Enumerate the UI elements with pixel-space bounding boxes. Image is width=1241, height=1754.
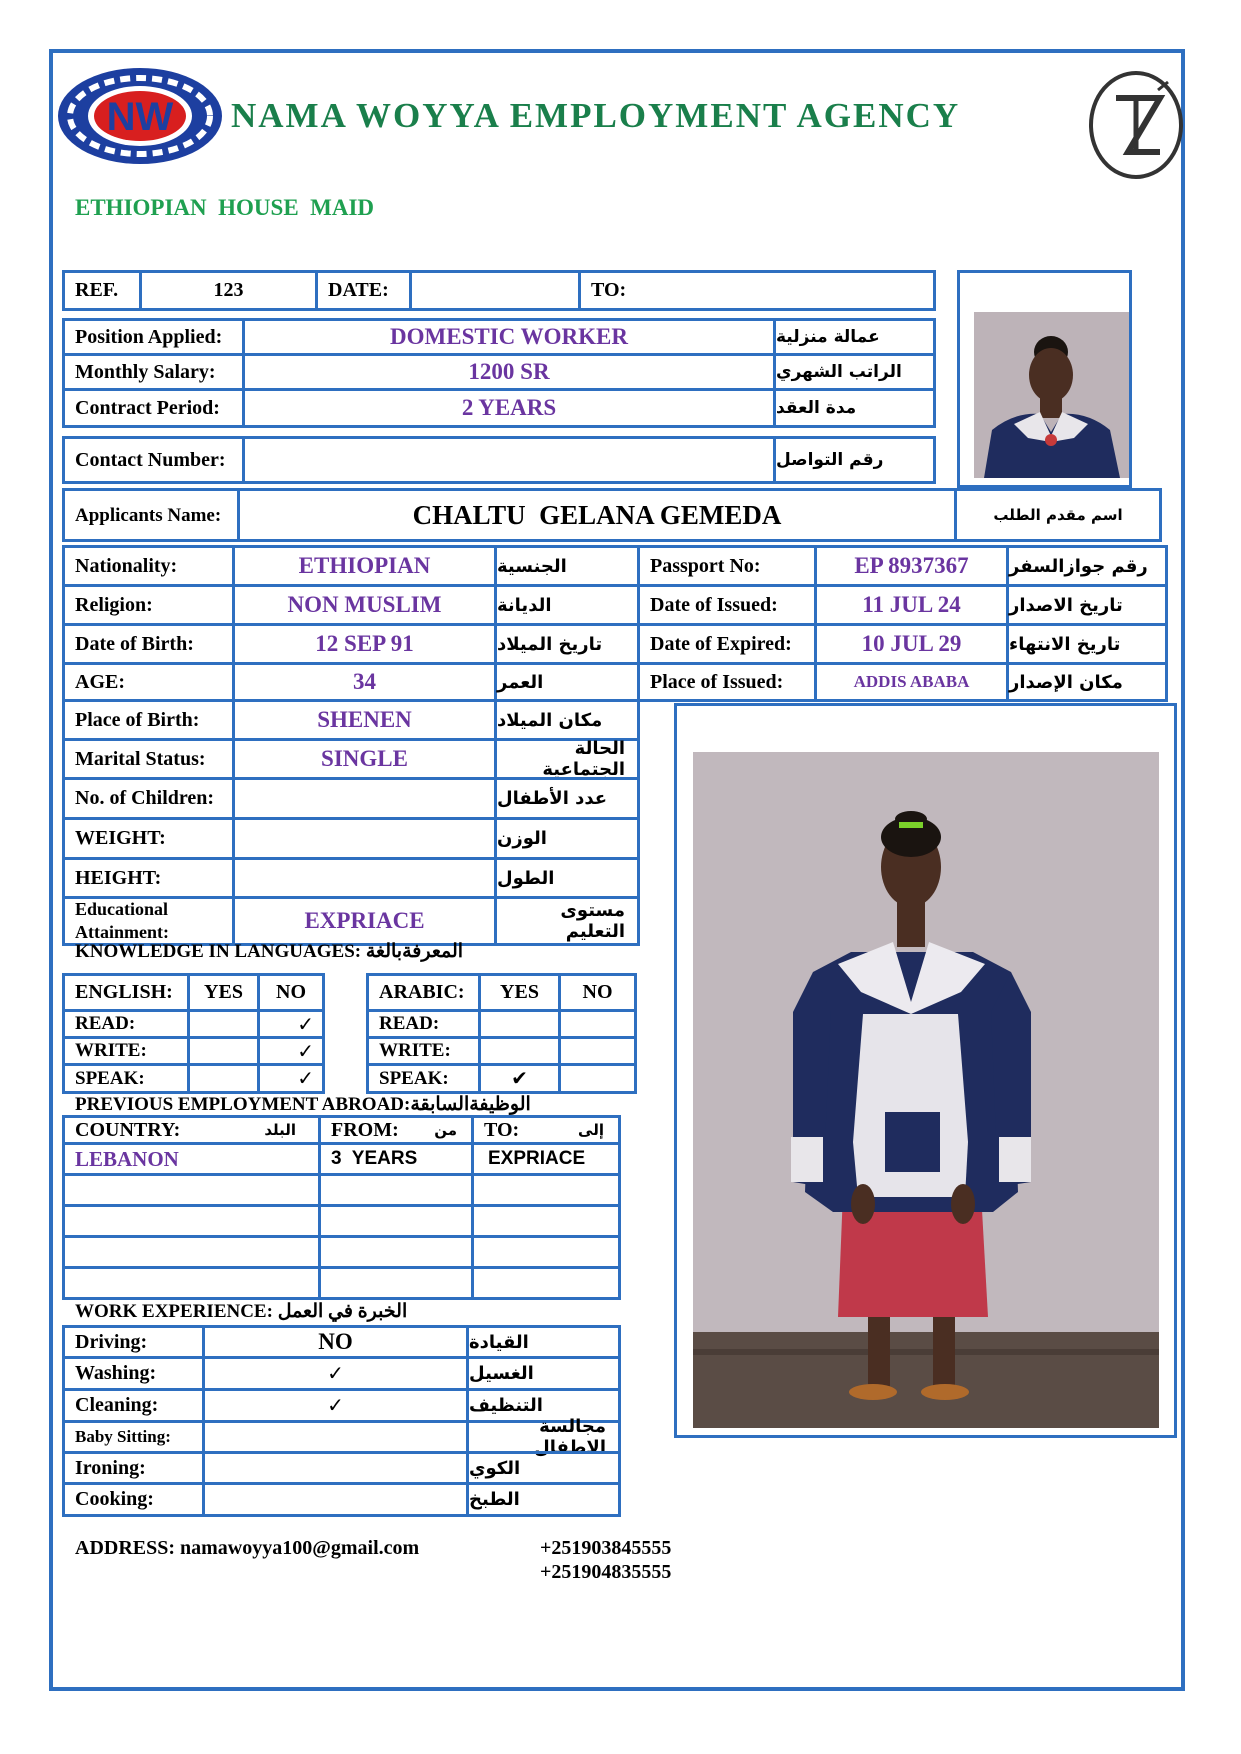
language-skill-yes bbox=[187, 1063, 260, 1094]
personal-label: Nationality: bbox=[62, 545, 235, 587]
language-skill-no bbox=[558, 1036, 637, 1066]
applicant-name-value: CHALTU GELANA GEMEDA bbox=[237, 488, 957, 542]
employment-from bbox=[318, 1235, 474, 1269]
personal-label: Place of Birth: bbox=[62, 699, 235, 741]
employment-from bbox=[318, 1173, 474, 1207]
personal-value: 12 SEP 91 bbox=[232, 623, 497, 665]
personal-ar: تاريخ الميلاد bbox=[494, 623, 640, 665]
language-skill-yes bbox=[187, 1009, 260, 1039]
contact-label: Contact Number: bbox=[62, 436, 245, 484]
agency-logo-right bbox=[1088, 68, 1186, 183]
passport-value: EP 8937367 bbox=[814, 545, 1009, 587]
from-header-ar: من bbox=[434, 1121, 457, 1139]
contract-value: 2 YEARS bbox=[242, 388, 776, 428]
personal-label: Religion: bbox=[62, 584, 235, 626]
passport-value: ADDIS ABABA bbox=[814, 662, 1009, 702]
work-skill-label: Washing: bbox=[62, 1356, 205, 1391]
language-skill-label: READ: bbox=[366, 1009, 481, 1039]
position-label: Position Applied: bbox=[62, 318, 245, 356]
language-skill-label: WRITE: bbox=[62, 1036, 190, 1066]
country-header bbox=[62, 1115, 321, 1145]
contact-ar: رقم التواصل bbox=[773, 436, 936, 484]
language-skill-no bbox=[558, 1063, 637, 1094]
salary-label: Monthly Salary: bbox=[62, 353, 245, 391]
work-skill-value: NO bbox=[202, 1325, 469, 1359]
work-skill-label: Cleaning: bbox=[62, 1388, 205, 1423]
position-value: DOMESTIC WORKER bbox=[242, 318, 776, 356]
employment-from bbox=[318, 1204, 474, 1238]
personal-ar: الطول bbox=[494, 857, 640, 899]
agency-logo-left bbox=[56, 66, 224, 166]
applicant-name-ar: اسم مقدم الطلب bbox=[954, 488, 1162, 542]
language-header: ARABIC: bbox=[366, 973, 481, 1012]
personal-value: ETHIOPIAN bbox=[232, 545, 497, 587]
language-skill-no: ✓ bbox=[257, 1009, 325, 1039]
employment-country bbox=[62, 1204, 321, 1238]
employment-from bbox=[318, 1266, 474, 1300]
language-skill-yes bbox=[478, 1009, 561, 1039]
passport-label: Date of Issued: bbox=[637, 584, 817, 626]
personal-ar: الوزن bbox=[494, 817, 640, 860]
language-skill-label: READ: bbox=[62, 1009, 190, 1039]
personal-value bbox=[232, 817, 497, 860]
language-skill-no bbox=[558, 1009, 637, 1039]
language-skill-label: SPEAK: bbox=[62, 1063, 190, 1094]
passport-label: Passport No: bbox=[637, 545, 817, 587]
personal-value: NON MUSLIM bbox=[232, 584, 497, 626]
language-skill-yes bbox=[478, 1036, 561, 1066]
personal-value bbox=[232, 777, 497, 820]
personal-label: Date of Birth: bbox=[62, 623, 235, 665]
logo-text: NW bbox=[106, 95, 174, 139]
work-skill-ar: الغسيل bbox=[466, 1356, 621, 1391]
subtitle: ETHIOPIAN HOUSE MAID bbox=[75, 195, 375, 220]
personal-label: HEIGHT: bbox=[62, 857, 235, 899]
employment-to bbox=[471, 1173, 621, 1207]
contract-label: Contract Period: bbox=[62, 388, 245, 428]
employment-title: PREVIOUS EMPLOYMENT ABROAD:الوظيفةالسابقة bbox=[75, 1094, 531, 1115]
language-yes-header: YES bbox=[187, 973, 260, 1012]
work-skill-label: Driving: bbox=[62, 1325, 205, 1359]
personal-ar: الحالة الجتماعية bbox=[494, 738, 640, 780]
personal-label: WEIGHT: bbox=[62, 817, 235, 860]
footer-address: ADDRESS: namawoyya100@gmail.com bbox=[75, 1537, 420, 1559]
personal-value: SHENEN bbox=[232, 699, 497, 741]
footer-phone-2: +251904835555 bbox=[540, 1561, 672, 1583]
work-skill-value bbox=[202, 1420, 469, 1454]
to-label: TO: bbox=[578, 270, 936, 311]
work-skill-value bbox=[202, 1451, 469, 1485]
personal-value bbox=[232, 857, 497, 899]
language-no-header: NO bbox=[558, 973, 637, 1012]
personal-ar: الديانة bbox=[494, 584, 640, 626]
language-skill-no: ✓ bbox=[257, 1036, 325, 1066]
employment-to bbox=[471, 1235, 621, 1269]
language-yes-header: YES bbox=[478, 973, 561, 1012]
to-header-label: TO: bbox=[484, 1118, 520, 1141]
position-ar: عمالة منزلية bbox=[773, 318, 936, 356]
work-skill-label: Cooking: bbox=[62, 1482, 205, 1517]
date-value bbox=[409, 270, 581, 311]
employment-to bbox=[471, 1204, 621, 1238]
work-skill-value bbox=[202, 1482, 469, 1517]
work-skill-value: ✓ bbox=[202, 1388, 469, 1423]
passport-label: Place of Issued: bbox=[637, 662, 817, 702]
work-skill-label: Ironing: bbox=[62, 1451, 205, 1485]
passport-value: 11 JUL 24 bbox=[814, 584, 1009, 626]
employment-country bbox=[62, 1266, 321, 1300]
passport-ar: رقم جوازالسفر bbox=[1006, 545, 1168, 587]
personal-ar: مكان الميلاد bbox=[494, 699, 640, 741]
personal-ar: عدد الأطفال bbox=[494, 777, 640, 820]
language-skill-no: ✓ bbox=[257, 1063, 325, 1094]
language-skill-yes: ✔ bbox=[478, 1063, 561, 1094]
passport-ar: مكان الإصدار bbox=[1006, 662, 1168, 702]
contract-ar: مدة العقد bbox=[773, 388, 936, 428]
language-header: ENGLISH: bbox=[62, 973, 190, 1012]
work-skill-ar: التنظيف bbox=[466, 1388, 621, 1423]
date-label: DATE: bbox=[315, 270, 412, 311]
salary-value: 1200 SR bbox=[242, 353, 776, 391]
footer-phone-1: +251903845555 bbox=[540, 1537, 672, 1559]
language-skill-label: WRITE: bbox=[366, 1036, 481, 1066]
personal-label: No. of Children: bbox=[62, 777, 235, 820]
language-skill-label: SPEAK: bbox=[366, 1063, 481, 1094]
applicant-photo-small bbox=[974, 312, 1129, 478]
personal-ar: العمر bbox=[494, 662, 640, 702]
applicant-photo-large bbox=[693, 752, 1159, 1428]
personal-value: EXPRIACE bbox=[232, 896, 497, 946]
agency-name: NAMA WOYYA EMPLOYMENT AGENCY bbox=[231, 96, 961, 135]
employment-country bbox=[62, 1235, 321, 1269]
employment-country bbox=[62, 1173, 321, 1207]
passport-ar: تاريخ الانتهاء bbox=[1006, 623, 1168, 665]
employment-to bbox=[471, 1266, 621, 1300]
work-skill-ar: الطبخ bbox=[466, 1482, 621, 1517]
passport-value: 10 JUL 29 bbox=[814, 623, 1009, 665]
work-skill-ar: القيادة bbox=[466, 1325, 621, 1359]
salary-ar: الراتب الشهري bbox=[773, 353, 936, 391]
languages-title: KNOWLEDGE IN LANGUAGES: المعرفةبالغة bbox=[75, 941, 464, 962]
to-header bbox=[471, 1115, 621, 1145]
work-skill-label: Baby Sitting: bbox=[62, 1420, 205, 1454]
ref-value: 123 bbox=[139, 270, 318, 311]
work-title: WORK EXPERIENCE: الخبرة في العمل bbox=[75, 1301, 408, 1322]
contact-value bbox=[242, 436, 776, 484]
work-skill-ar: مجالسة الاطفال bbox=[466, 1420, 621, 1454]
from-header-label: FROM: bbox=[331, 1118, 399, 1141]
passport-ar: تاريخ الاصدار bbox=[1006, 584, 1168, 626]
personal-value: 34 bbox=[232, 662, 497, 702]
passport-label: Date of Expired: bbox=[637, 623, 817, 665]
language-no-header: NO bbox=[257, 973, 325, 1012]
applicant-name-label: Applicants Name: bbox=[62, 488, 240, 542]
personal-ar: الجنسية bbox=[494, 545, 640, 587]
employment-to: EXPRIACE bbox=[471, 1142, 621, 1176]
employment-country: LEBANON bbox=[62, 1142, 321, 1176]
work-skill-value: ✓ bbox=[202, 1356, 469, 1391]
country-header-ar: البلد bbox=[264, 1121, 296, 1139]
ref-label: REF. bbox=[62, 270, 142, 311]
personal-ar: مستوى التعليم bbox=[494, 896, 640, 946]
from-header bbox=[318, 1115, 474, 1145]
personal-label: AGE: bbox=[62, 662, 235, 702]
to-header-ar: إلى bbox=[578, 1121, 604, 1139]
work-skill-ar: الكوي bbox=[466, 1451, 621, 1485]
personal-value: SINGLE bbox=[232, 738, 497, 780]
country-header-label: COUNTRY: bbox=[75, 1118, 181, 1141]
personal-label: Educational Attainment: bbox=[62, 896, 235, 946]
employment-from: 3 YEARS bbox=[318, 1142, 474, 1176]
language-skill-yes bbox=[187, 1036, 260, 1066]
personal-label: Marital Status: bbox=[62, 738, 235, 780]
